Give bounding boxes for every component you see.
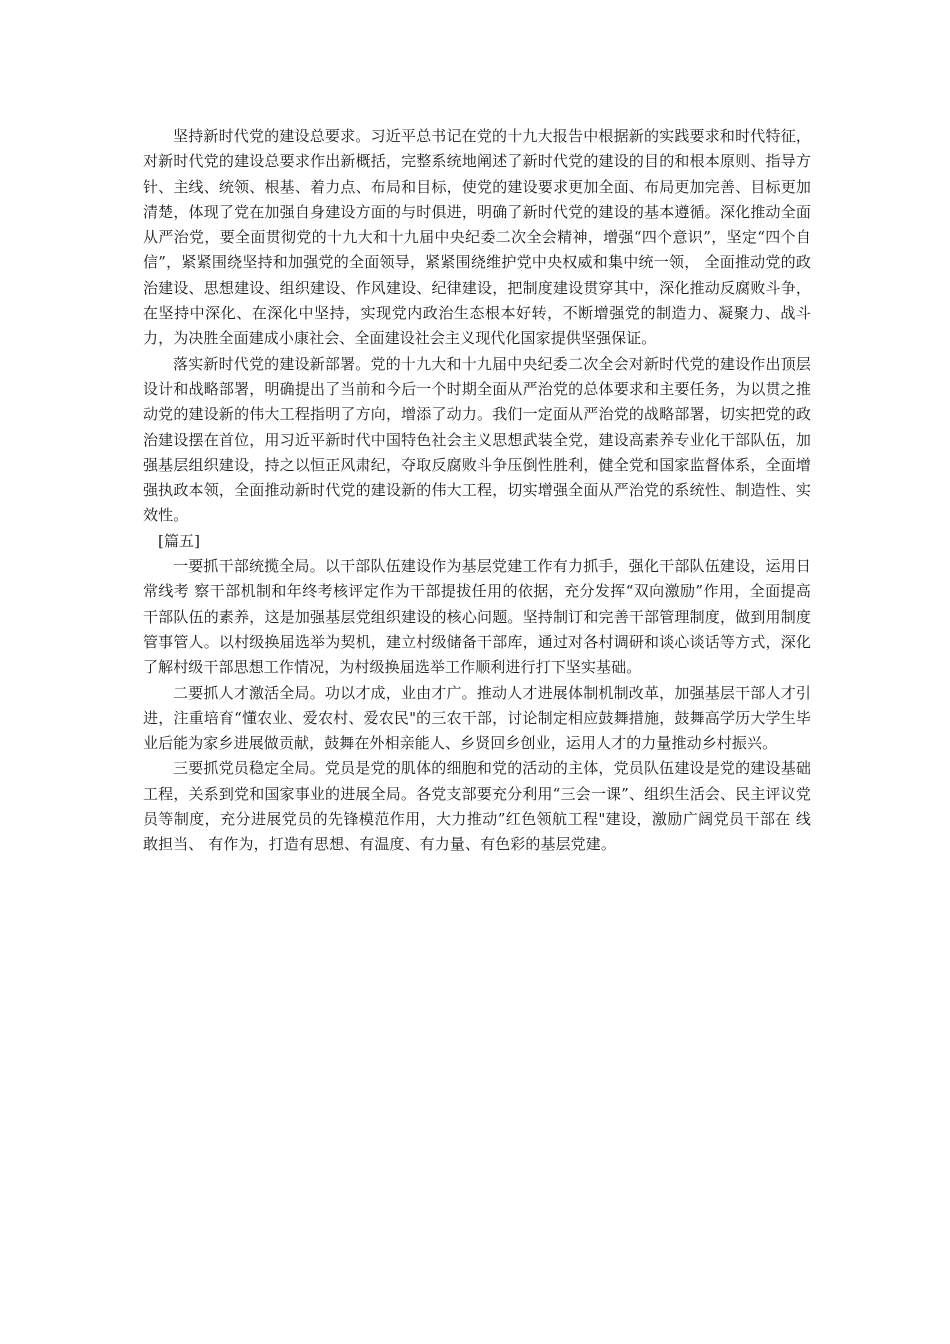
paragraph-talent: 二要抓人才激活全局。功以才成，业由才广。推动人才进展体制机制改革，加强基层干部人才引进，注重培育“懂农业、爱农村、爱农民"的三农干部，讨论制定相应鼓舞措施，鼓舞高学历大学生毕业后能为家乡进展做贡献，鼓舞在外相亲能人、乡贤回乡创业，运用人才的力量推动乡村振兴。 xyxy=(143,683,811,753)
paragraph-party-members: 三要抓党员稳定全局。党员是党的肌体的细胞和党的活动的主体，党员队伍建设是党的建设基础工程，关系到党和国家事业的进展全局。各党支部要充分利用“三会一课”、组织生活会、民主评议党员等制度，充分进展党员的先锋模范作用，大力推动”红色领航工程"建设，激励广阔党员干部在 线敢担当、 有作为，打造有思想、有温度、有力量、有色彩的基层党建。 xyxy=(143,759,811,854)
section-heading-part-five: [篇五] xyxy=(158,531,201,550)
paragraph-cadres: 一要抓干部统揽全局。以干部队伍建设作为基层党建工作有力抓手，强化干部队伍建设，运用日常线考 察干部机制和年终考核评定作为干部提拔任用的依据，充分发挥“双向激励”作用，全面提高干部队伍的素养，这是加强基层党组织建设的核心问题。坚持制订和完善干部管理制度，做到用制度管事管人。以村级换届选举为契机，建立村级储备干部库，通过对各村调研和谈心谈话等方式，深化了解村级干部思想工作情况，为村级换届选举工作顺利进行打下坚实基础。 xyxy=(143,557,811,677)
document-body xyxy=(143,124,811,858)
paragraph-new-era-deployment: 落实新时代党的建设新部署。党的十九大和十九届中央纪委二次全会对新时代党的建设作出顶层设计和战略部署，明确提出了当前和今后一个时期全面从严治党的总体要求和主要任务，为以贯之推动党的建设新的伟大工程指明了方向，增添了动力。我们一定面从严治党的战略部署，切实把党的政治建设摆在首位，用习近平新时代中国特色社会主义思想武装全党，建设高素养专业化干部队伍，加强基层组织建设，持之以恒正风肃纪，夺取反腐败斗争压倒性胜利，健全党和国家监督体系，全面增强执政本领，全面推动新时代党的建设新的伟大工程，切实增强全面从严治党的系统性、制造性、实效性。 xyxy=(143,354,811,525)
paragraph-new-era-requirements: 坚持新时代党的建设总要求。习近平总书记在党的十九大报告中根据新的实践要求和时代特征，对新时代党的建设总要求作出新概括，完整系统地阐述了新时代党的建设的目的和根本原则、指导方针、主线、统领、根基、着力点、布局和目标，使党的建设要求更加全面、布局更加完善、目标更加清楚，体现了党在加强自身建设方面的与时俱进，明确了新时代党的建设的基本遵循。深化推动全面从严治党，要全面贯彻党的十九大和十九届中央纪委二次全会精神，增强“四个意识”，坚定“四个自信”，紧紧围绕坚持和加强党的全面领导，紧紧围绕维护党中央权威和集中统一领， 全面推动党的政治建设、思想建设、组织建设、作风建设、纪律建设，把制度建设贯穿其中，深化推动反腐败斗争，在坚持中深化、在深化中坚持，实现党内政治生态根本好转，不断增强党的制造力、凝聚力、战斗力，为决胜全面建成小康社会、全面建设社会主义现代化国家提供坚强保证。 xyxy=(143,127,811,348)
